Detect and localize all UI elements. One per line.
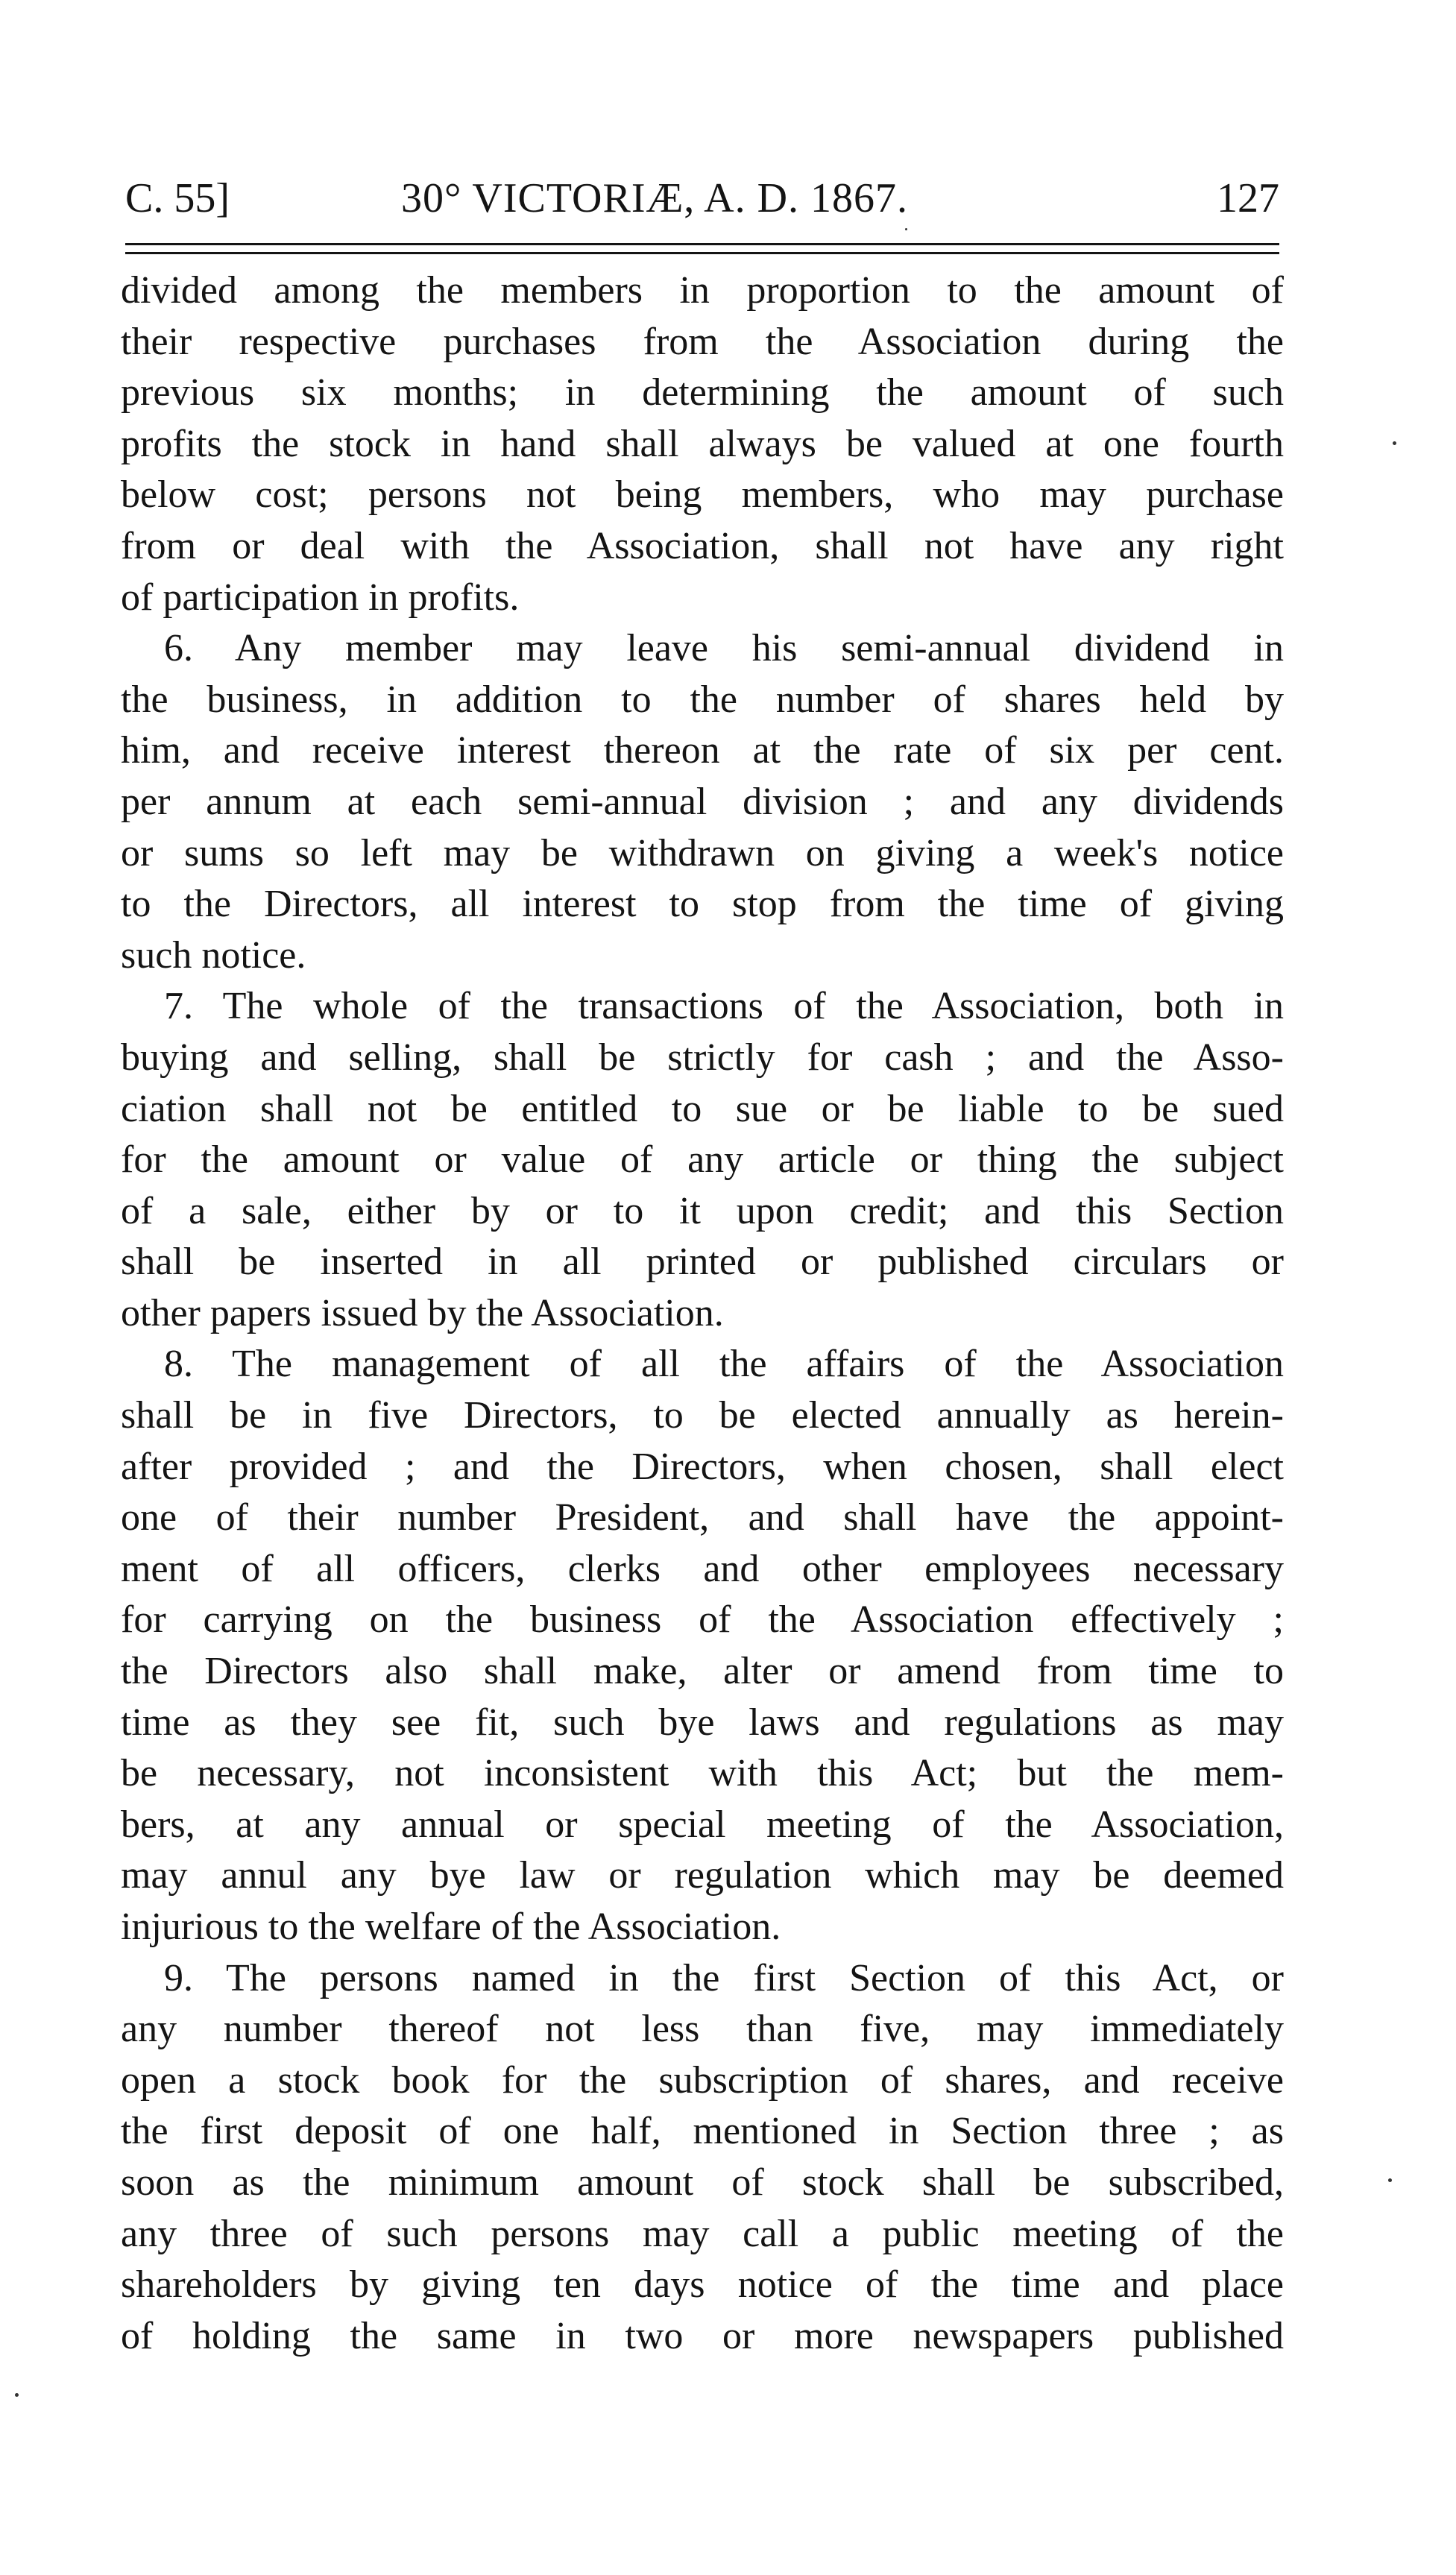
text-line: below cost; persons not being members, who may purchase: [121, 473, 1284, 517]
text-line: shall be in five Directors, to be elected annually as herein-: [121, 1394, 1284, 1437]
page-number: 127: [1217, 175, 1279, 221]
text-line: injurious to the welfare of the Association.: [121, 1906, 781, 1948]
scan-speck: [15, 2393, 19, 2397]
text-line: open a stock book for the subscription of shares, and receive: [121, 2058, 1284, 2102]
header-rule-top: [125, 243, 1279, 245]
text-line: the first deposit of one half, mentioned in Section three ; as: [121, 2110, 1284, 2153]
scan-speck: [1388, 2178, 1392, 2182]
text-line: profits the stock in hand shall always be valued at one fourth: [121, 422, 1284, 465]
text-line: for carrying on the business of the Association effectively ;: [121, 1598, 1284, 1642]
section-6-first-line: 6. Any member may leave his semi-annual dividend in: [164, 627, 1284, 670]
running-title: 30° VICTORIÆ, A. D. 1867.: [401, 175, 909, 221]
text-line: shall be inserted in all printed or published circulars or: [121, 1241, 1284, 1284]
text-line: soon as the minimum amount of stock shall be subscribed,: [121, 2160, 1284, 2204]
text-line: one of their number President, and shall have the appoint-: [121, 1496, 1284, 1539]
text-line: divided among the members in proportion to the amount of: [121, 269, 1284, 312]
body-text: [121, 265, 1284, 2362]
text-line: from or deal with the Association, shall not have any right: [121, 524, 1284, 567]
text-line: of a sale, either by or to it upon credit; and this Section: [121, 1189, 1284, 1232]
text-line: time as they see fit, such bye laws and regulations as may: [121, 1701, 1284, 1744]
section-7-first-line: 7. The whole of the transactions of the Association, both in: [164, 985, 1284, 1028]
text-line: ment of all officers, clerks and other employees necessary: [121, 1547, 1284, 1590]
text-line: the business, in addition to the number of shares held by: [121, 678, 1284, 721]
header-rule-bottom: [125, 252, 1279, 254]
text-line: may annul any bye law or regulation which may be deemed: [121, 1854, 1284, 1897]
chapter-reference: C. 55]: [125, 175, 230, 221]
text-line: or sums so left may be withdrawn on giving a week's notice: [121, 831, 1284, 874]
text-line: to the Directors, all interest to stop from the time of giving: [121, 883, 1284, 926]
section-9-first-line: 9. The persons named in the first Section of this Act, or: [164, 1956, 1284, 1999]
section-8-first-line: 8. The management of all the affairs of the Association: [164, 1343, 1284, 1386]
text-line: for the amount or value of any article or thing the subject: [121, 1138, 1284, 1182]
text-line: buying and selling, shall be strictly for cash ; and the Asso-: [121, 1036, 1284, 1079]
text-line: bers, at any annual or special meeting of the Association,: [121, 1803, 1284, 1846]
text-line: after provided ; and the Directors, when chosen, shall elect: [121, 1445, 1284, 1488]
text-line: of holding the same in two or more newspapers published: [121, 2314, 1284, 2357]
scan-speck: [905, 228, 907, 230]
text-line: any number thereof not less than five, may immediately: [121, 2008, 1284, 2051]
text-line: the Directors also shall make, alter or amend from time to: [121, 1650, 1284, 1693]
text-line: per annum at each semi-annual division ; and any dividends: [121, 780, 1284, 823]
text-line: be necessary, not inconsistent with this Act; but the mem-: [121, 1752, 1284, 1795]
text-line: ciation shall not be entitled to sue or be liable to be sued: [121, 1087, 1284, 1130]
text-line: of participation in profits.: [121, 576, 520, 619]
text-line: him, and receive interest thereon at the rate of six per cent.: [121, 729, 1284, 772]
scan-speck: [1393, 441, 1396, 445]
text-line: such notice.: [121, 933, 306, 977]
text-line: their respective purchases from the Association during the: [121, 320, 1284, 363]
text-line: shareholders by giving ten days notice of the time and place: [121, 2263, 1284, 2307]
text-line: other papers issued by the Association.: [121, 1291, 724, 1334]
text-line: previous six months; in determining the amount of such: [121, 371, 1284, 415]
running-head: [125, 168, 1279, 228]
text-line: any three of such persons may call a public meeting of the: [121, 2212, 1284, 2255]
